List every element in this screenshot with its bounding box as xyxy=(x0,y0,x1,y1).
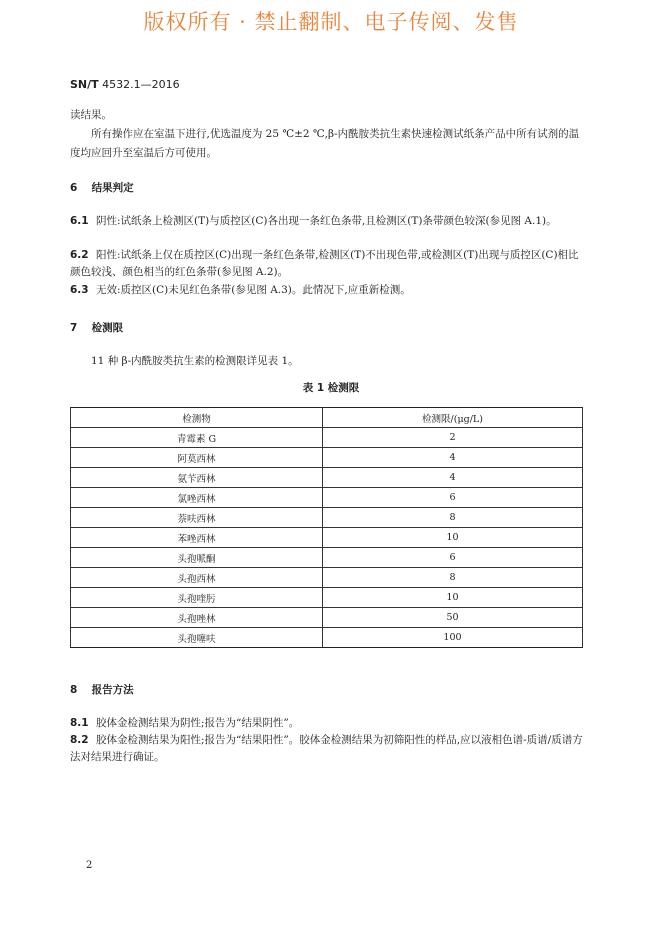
table-row xyxy=(71,568,583,588)
analyte-cell: 萘呋西林 xyxy=(71,508,323,528)
section-8-heading xyxy=(70,682,134,697)
table-row xyxy=(71,608,583,628)
item-6-1 xyxy=(70,213,584,230)
section-6-number: 6 xyxy=(70,182,78,194)
table-row xyxy=(71,468,583,488)
analyte-cell: 氯唑西林 xyxy=(71,488,323,508)
item-text: 胶体金检测结果为阴性;报告为“结果阴性”。 xyxy=(96,717,300,729)
standard-prefix: SN/T xyxy=(70,78,99,91)
limit-cell: 4 xyxy=(323,448,583,468)
section-8-number: 8 xyxy=(70,684,78,696)
table-row xyxy=(71,548,583,568)
table-title: 表 1 检测限 xyxy=(302,382,360,394)
analyte-cell: 氨苄西林 xyxy=(71,468,323,488)
limit-cell: 10 xyxy=(323,588,583,608)
column-header: 检测限/(μg/L) xyxy=(323,408,583,428)
analyte-cell: 苯唑西林 xyxy=(71,528,323,548)
item-number: 6.1 xyxy=(70,215,89,227)
section-6-title: 结果判定 xyxy=(91,182,134,194)
item-6-3 xyxy=(70,282,584,299)
detection-limit-table xyxy=(70,407,583,648)
table-row xyxy=(71,528,583,548)
limit-cell: 4 xyxy=(323,468,583,488)
table-row xyxy=(71,628,583,648)
column-header: 检测物 xyxy=(71,408,323,428)
table-row xyxy=(71,448,583,468)
analyte-cell: 头孢噻呋 xyxy=(71,628,323,648)
item-text: 阳性:试纸条上仅在质控区(C)出现一条红色条带,检测区(T)不出现色带,或检测区(T)出现与质控区(C)相比颜色较浅、颜色相当的红色条带(参见图 A.2)。 xyxy=(70,249,579,278)
item-number: 6.2 xyxy=(70,249,89,261)
intro-line: 读结果。 xyxy=(70,109,112,121)
page-number: 2 xyxy=(86,860,93,871)
section-6-heading xyxy=(70,180,134,195)
section-7-number: 7 xyxy=(70,322,78,334)
section-7-paragraph: 11 种 β-内酰胺类抗生素的检测限详见表 1。 xyxy=(91,355,299,367)
limit-cell: 2 xyxy=(323,428,583,448)
item-6-2 xyxy=(70,247,584,281)
analyte-cell: 阿莫西林 xyxy=(71,448,323,468)
intro-paragraph: 所有操作应在室温下进行,优选温度为 25 ℃±2 ℃,β-内酰胺类抗生素快速检测试纸条产品中所有试剂的温度均应回升至室温后方可使用。 xyxy=(70,128,580,159)
analyte-cell: 头孢西林 xyxy=(71,568,323,588)
analyte-cell: 青霉素 G xyxy=(71,428,323,448)
limit-cell: 6 xyxy=(323,488,583,508)
analyte-cell: 头孢喹肟 xyxy=(71,588,323,608)
section-7-heading xyxy=(70,320,123,335)
table-header-row xyxy=(71,408,583,428)
item-8-2 xyxy=(70,732,584,766)
table-row xyxy=(71,588,583,608)
limit-cell: 8 xyxy=(323,568,583,588)
standard-code xyxy=(70,78,180,91)
item-number: 8.2 xyxy=(70,734,89,746)
standard-number: 4532.1—2016 xyxy=(102,78,180,91)
item-number: 8.1 xyxy=(70,717,89,729)
limit-cell: 100 xyxy=(323,628,583,648)
table-row xyxy=(71,508,583,528)
item-text: 无效:质控区(C)未见红色条带(参见图 A.3)。此情况下,应重新检测。 xyxy=(96,284,411,296)
limit-cell: 10 xyxy=(323,528,583,548)
table-body xyxy=(71,428,583,648)
analyte-cell: 头孢哌酮 xyxy=(71,548,323,568)
section-8-title: 报告方法 xyxy=(91,684,134,696)
limit-cell: 8 xyxy=(323,508,583,528)
item-text: 胶体金检测结果为阳性;报告为“结果阳性”。胶体金检测结果为初筛阳性的样品,应以液相色谱-质谱/质谱方法对结果进行确证。 xyxy=(70,734,583,763)
item-8-1 xyxy=(70,715,584,732)
item-number: 6.3 xyxy=(70,284,89,296)
section-7-title: 检测限 xyxy=(91,322,124,334)
item-text: 阴性:试纸条上检测区(T)与质控区(C)各出现一条红色条带,且检测区(T)条带颜色较深(参见图 A.1)。 xyxy=(96,215,557,227)
table-row xyxy=(71,488,583,508)
copyright-banner: 版权所有 · 禁止翻制、电子传阅、发售 xyxy=(143,10,519,34)
table-row xyxy=(71,428,583,448)
limit-cell: 50 xyxy=(323,608,583,628)
analyte-cell: 头孢唑林 xyxy=(71,608,323,628)
limit-cell: 6 xyxy=(323,548,583,568)
